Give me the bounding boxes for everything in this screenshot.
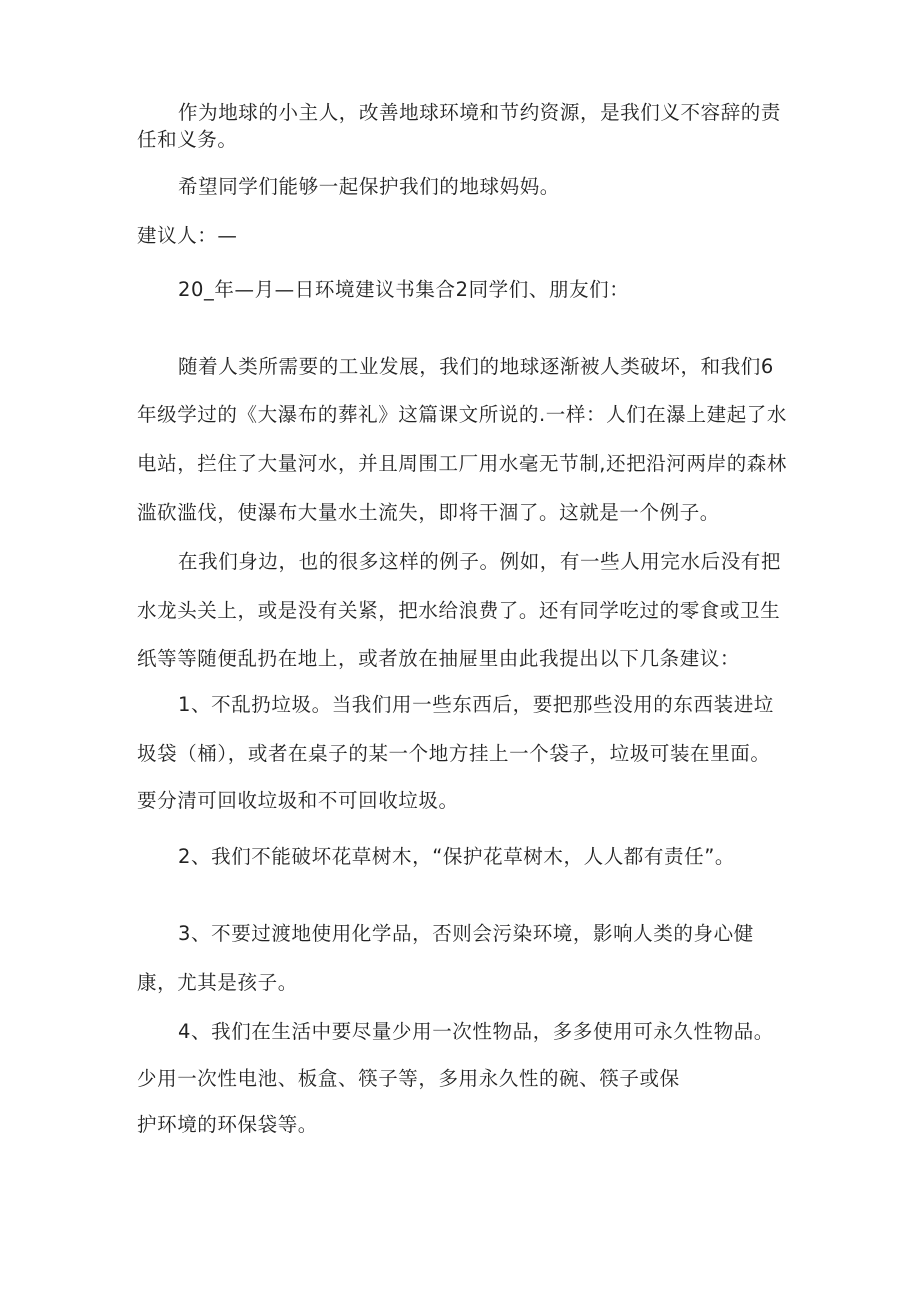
text-line: 年级学过的《大瀑布的葬礼》这篇课文所说的.一样：人们在瀑上建起了水 xyxy=(137,403,787,426)
text-line: 1、不乱扔垃圾。当我们用一些东西后，要把那些没用的东西装进垃 xyxy=(178,693,774,716)
text-line: 随着人类所需要的工业发展，我们的地球逐渐被人类破坏，和我们6 xyxy=(178,355,774,378)
text-line: 水龙头关上，或是没有关紧，把水给浪费了。还有同学吃过的零食或卫生 xyxy=(137,599,781,622)
text-line: 要分清可回收垃圾和不可回收垃圾。 xyxy=(137,789,459,812)
text-line: 康，尤其是孩子。 xyxy=(137,971,298,994)
text-line: 2、我们不能破坏花草树木，“保护花草树木，人人都有责任”。 xyxy=(178,845,736,868)
text-line: 纸等等随便乱扔在地上，或者放在抽屉里由此我提出以下几条建议： xyxy=(137,647,741,670)
text-line: 20_年—月—日环境建议书集合2同学们、朋友们： xyxy=(178,278,630,301)
text-line: 少用一次性电池、板盒、筷子等，多用永久性的碗、筷子或保 xyxy=(137,1067,680,1090)
text-line: 圾袋（桶），或者在桌子的某一个地方挂上一个袋子，垃圾可装在里面。 xyxy=(137,742,771,765)
text-line: 电站，拦住了大量河水，并且周围工厂用水毫无节制,还把沿河两岸的森林 xyxy=(137,452,787,475)
text-line: 希望同学们能够一起保护我们的地球妈妈。 xyxy=(178,175,560,198)
text-line: 3、不要过渡地使用化学品，否则会污染环境，影响人类的身心健 xyxy=(178,922,754,945)
text-line: 作为地球的小主人，改善地球环境和节约资源，是我们义不容辞的责 xyxy=(178,101,782,124)
text-line: 建议人：— xyxy=(137,224,238,247)
text-line: 4、我们在生活中要尽量少用一次性物品，多多使用可永久性物品。 xyxy=(178,1020,774,1043)
text-line: 护环境的环保袋等。 xyxy=(137,1113,318,1136)
text-line: 任和义务。 xyxy=(137,128,238,151)
text-line: 滥砍滥伐，使瀑布大量水土流失，即将干涸了。这就是一个例子。 xyxy=(137,501,720,524)
text-line: 在我们身边，也的很多这样的例子。例如，有一些人用完水后没有把 xyxy=(178,550,782,573)
